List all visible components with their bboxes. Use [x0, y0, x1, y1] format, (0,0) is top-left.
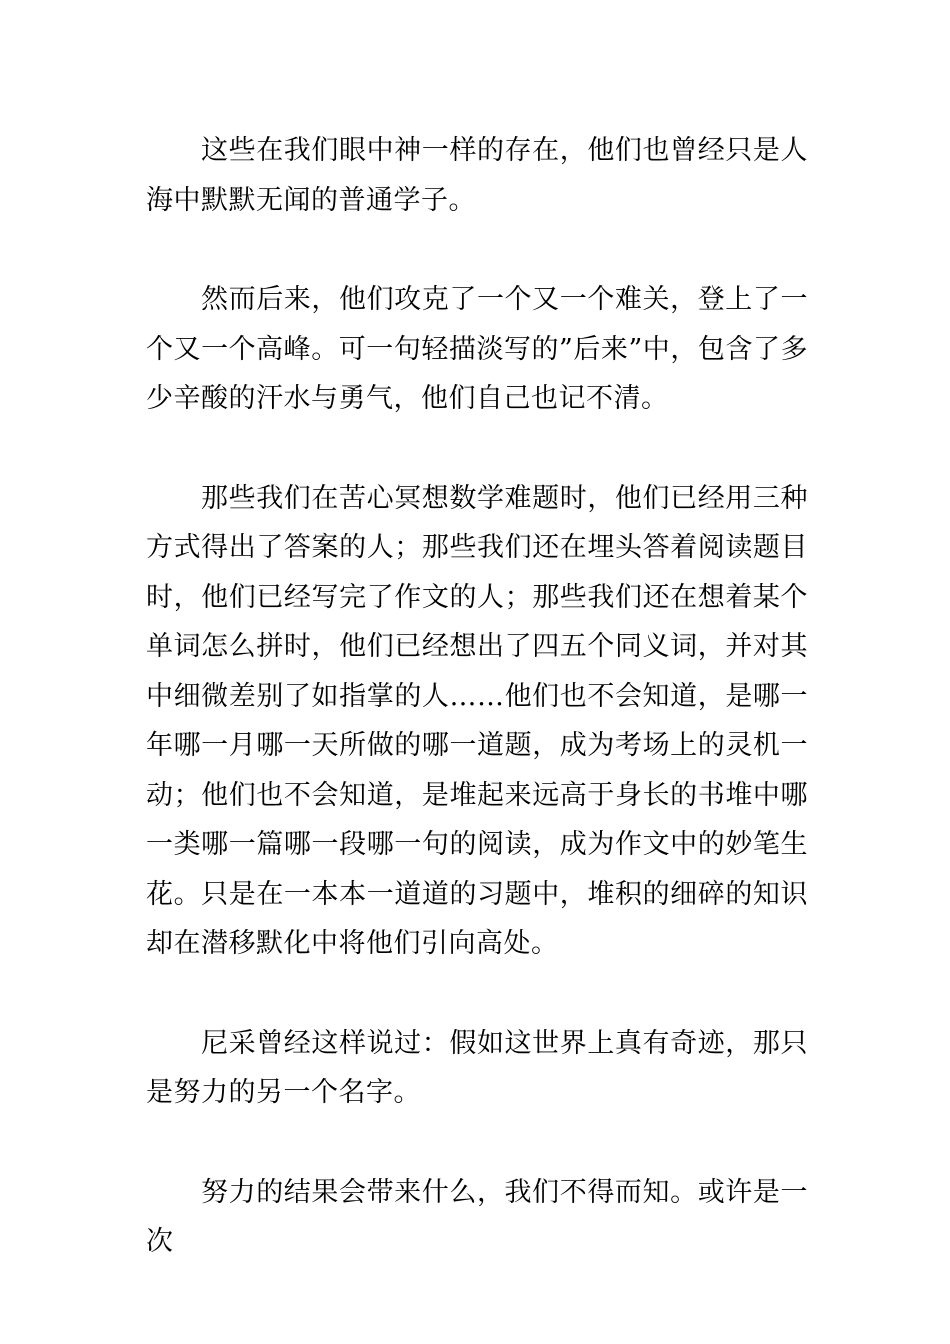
paragraph-2: 然而后来，他们攻克了一个又一个难关，登上了一个又一个高峰。可一句轻描淡写的”后来”中，包含了多少辛酸的汗水与勇气，他们自己也记不清。	[146, 284, 808, 414]
paragraph-4: 尼采曾经这样说过：假如这世界上真有奇迹，那只是努力的另一个名字。	[146, 1027, 808, 1108]
paragraph-3: 那些我们在苦心冥想数学难题时，他们已经用三种方式得出了答案的人；那些我们还在埋头答着阅读题目时，他们已经写完了作文的人；那些我们还在想着某个单词怎么拼时，他们已经想出了四五个同义词，并对其中细微差别了如指掌的人……他们也不会知道，是哪一年哪一月哪一天所做的哪一道题，成为考场上的灵机一动；他们也不会知道，是堆起来远高于身长的书堆中哪一类哪一篇哪一段哪一句的阅读，成为作文中的妙笔生花。只是在一本本一道道的习题中，堆积的细碎的知识却在潜移默化中将他们引向高处。	[146, 482, 808, 959]
paragraph-1: 这些在我们眼中神一样的存在，他们也曾经只是人海中默默无闻的普通学子。	[146, 135, 808, 216]
paragraph-5: 努力的结果会带来什么，我们不得而知。或许是一次	[146, 1176, 808, 1257]
document-body	[146, 126, 808, 1317]
